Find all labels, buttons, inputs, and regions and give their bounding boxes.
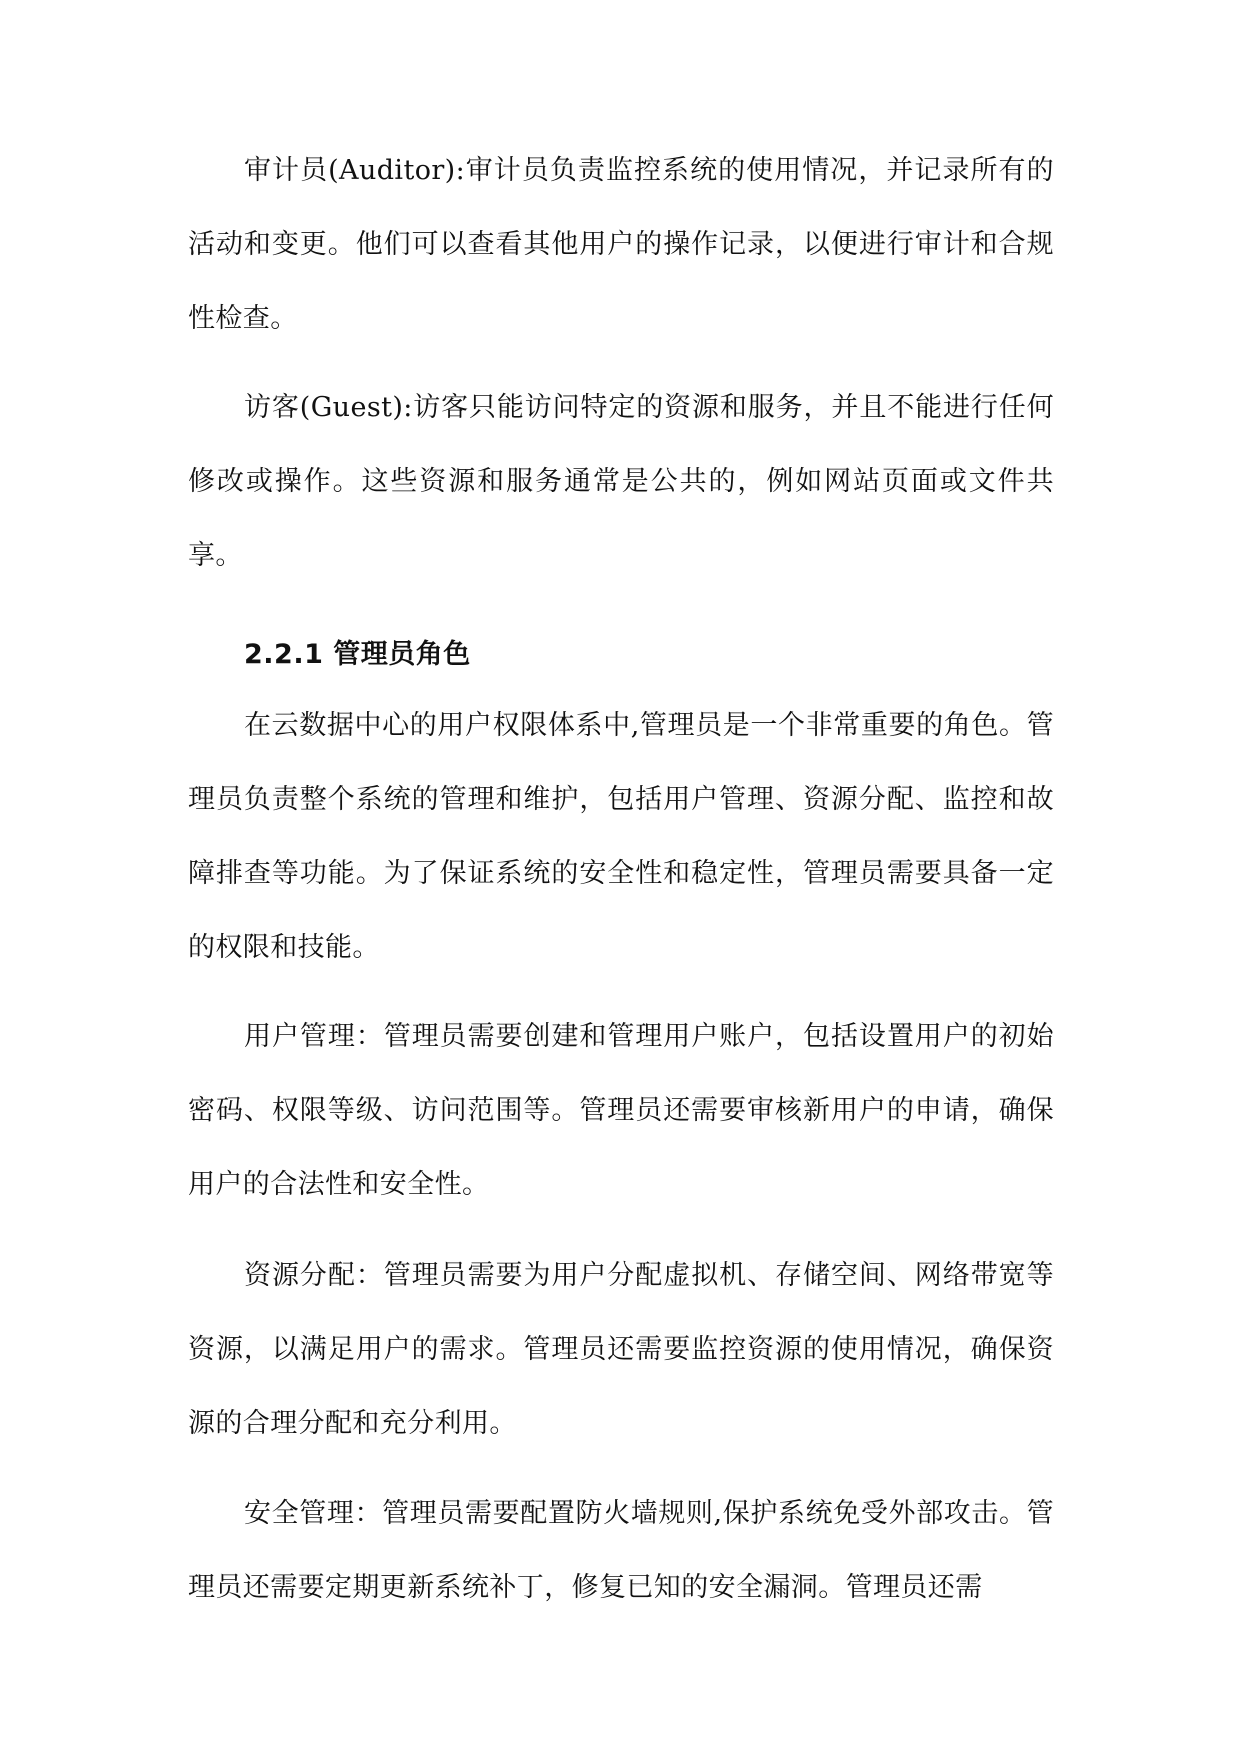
paragraph-user-management: 用户管理：管理员需要创建和管理用户账户，包括设置用户的初始密码、权限等级、访问范围等。管理员还需要审核新用户的申请，确保用户的合法性和安全性。 bbox=[188, 1021, 1054, 1200]
paragraph-admin-intro: 在云数据中心的用户权限体系中,管理员是一个非常重要的角色。管理员负责整个系统的管理和维护，包括用户管理、资源分配、监控和故障排查等功能。为了保证系统的安全性和稳定性，管理员需要具备一定的权限和技能。 bbox=[188, 710, 1054, 963]
paragraph-security-management: 安全管理：管理员需要配置防火墙规则,保护系统免受外部攻击。管理员还需要定期更新系统补丁，修复已知的安全漏洞。管理员还需 bbox=[188, 1498, 1054, 1603]
section-heading: 2.2.1 管理员角色 bbox=[244, 639, 471, 670]
paragraph-resource-allocation: 资源分配：管理员需要为用户分配虚拟机、存储空间、网络带宽等资源，以满足用户的需求。管理员还需要监控资源的使用情况，确保资源的合理分配和充分利用。 bbox=[188, 1260, 1054, 1439]
paragraph-guest: 访客(Guest):访客只能访问特定的资源和服务，并且不能进行任何修改或操作。这些资源和服务通常是公共的，例如网站页面或文件共享。 bbox=[188, 392, 1054, 571]
paragraph-auditor: 审计员(Auditor):审计员负责监控系统的使用情况，并记录所有的活动和变更。他们可以查看其他用户的操作记录，以便进行审计和合规性检查。 bbox=[188, 155, 1054, 334]
